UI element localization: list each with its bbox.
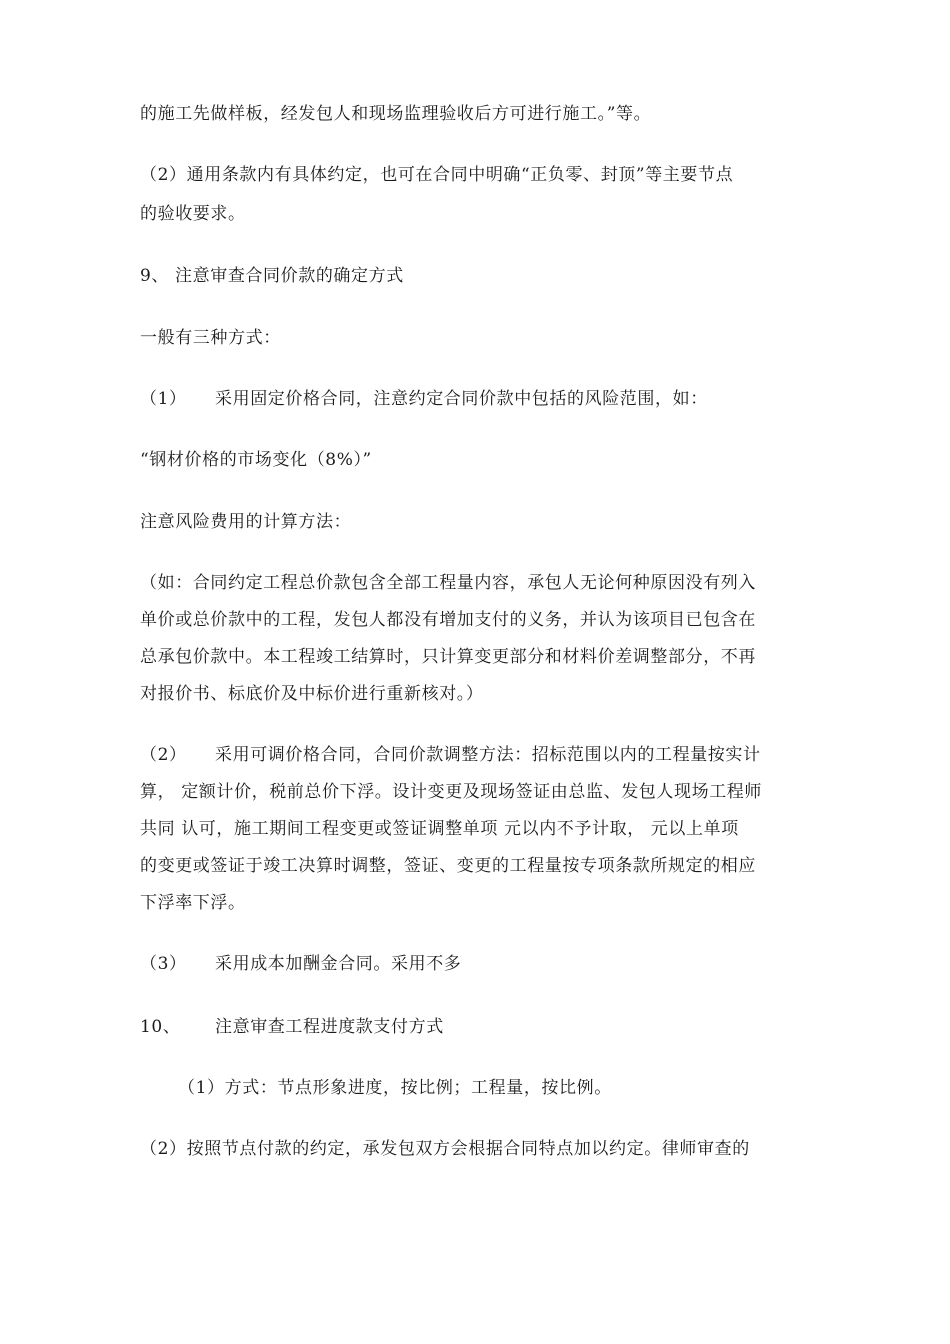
paragraph-line: 的验收要求。 (140, 204, 246, 224)
list-marker: （2） (140, 745, 187, 765)
paragraph-line: 注意风险费用的计算方法： (140, 512, 352, 532)
paragraph-line: 的变更或签证于竣工决算时调整，签证、变更的工程量按专项条款所规定的相应 (140, 856, 756, 876)
paragraph-line: （1）方式：节点形象进度，按比例；工程量，按比例。 (178, 1078, 612, 1098)
paragraph-line: 采用固定价格合同，注意约定合同价款中包括的风险范围，如： (215, 389, 708, 409)
paragraph-line: 采用成本加酬金合同。采用不多 (215, 954, 462, 974)
paragraph-line: 算， 定额计价，税前总价下浮。设计变更及现场签证由总监、发包人现场工程师 (140, 782, 763, 802)
section-heading: 注意审查工程进度款支付方式 (215, 1017, 444, 1037)
paragraph-line: （2）按照节点付款的约定，承发包双方会根据合同特点加以约定。律师审查的 (140, 1139, 750, 1159)
list-marker: （1） (140, 389, 187, 409)
paragraph-line: （如：合同约定工程总价款包含全部工程量内容，承包人无论何种原因没有列入 (140, 573, 756, 593)
paragraph-line: 总承包价款中。本工程竣工结算时，只计算变更部分和材料价差调整部分，不再 (140, 647, 756, 667)
section-number: 10、 (140, 1017, 181, 1037)
paragraph-line: 对报价书、标底价及中标价进行重新核对。） (140, 684, 484, 704)
paragraph-line: 采用可调价格合同，合同价款调整方法：招标范围以内的工程量按实计 (215, 745, 761, 765)
paragraph-line: 下浮率下浮。 (140, 893, 246, 913)
paragraph-line: 共同 认可，施工期间工程变更或签证调整单项 元以内不予计取， 元以上单项 (140, 819, 739, 839)
paragraph-line: （2）通用条款内有具体约定，也可在合同中明确“正负零、封顶”等主要节点 (140, 165, 734, 185)
section-heading: 9、 注意审查合同价款的确定方式 (140, 266, 404, 286)
paragraph-line: “钢材价格的市场变化（8%）” (140, 450, 372, 470)
list-marker: （3） (140, 954, 187, 974)
paragraph-line: 一般有三种方式： (140, 328, 281, 348)
paragraph-line: 单价或总价款中的工程，发包人都没有增加支付的义务，并认为该项目已包含在 (140, 610, 756, 630)
paragraph-line: 的施工先做样板，经发包人和现场监理验收后方可进行施工。”等。 (140, 104, 652, 124)
